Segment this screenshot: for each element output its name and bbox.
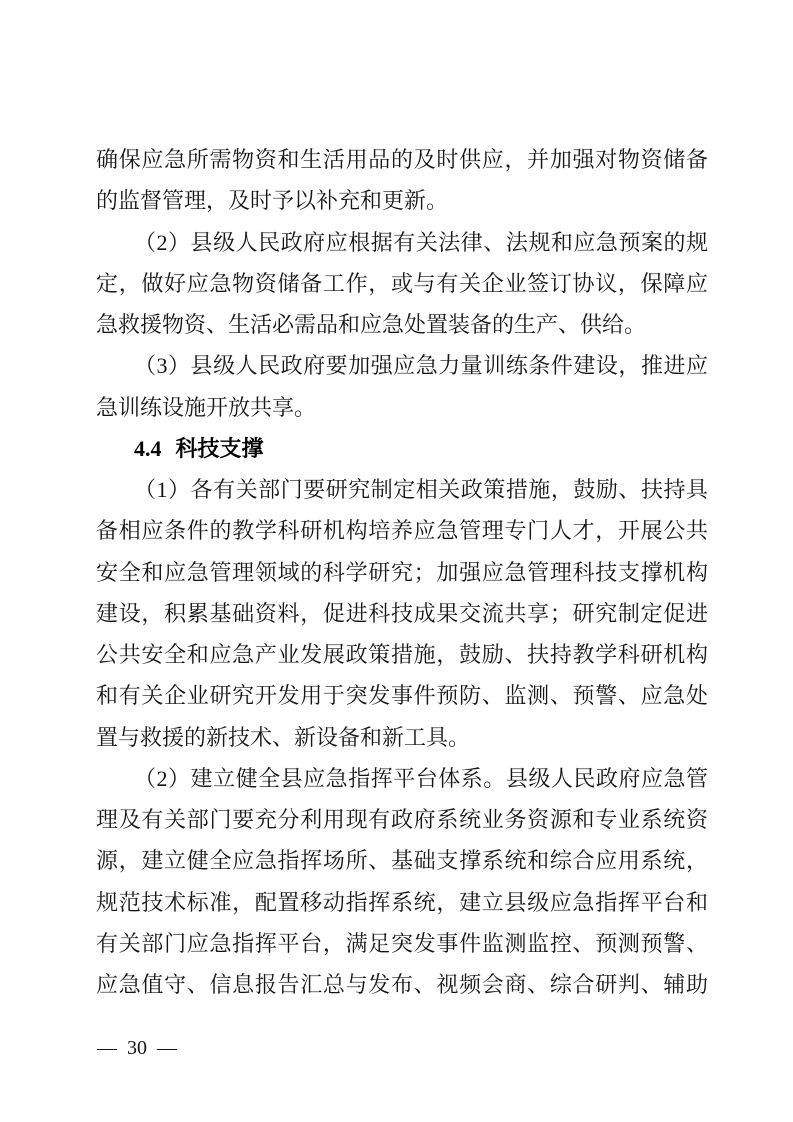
document-text-block <box>96 139 708 1005</box>
text-line: 急训练设施开放共享。 <box>96 394 317 420</box>
text-line: 确保应急所需物资和生活用品的及时供应，并加强对物资储备 <box>96 147 708 172</box>
section-heading <box>96 428 708 469</box>
page-footer <box>97 1036 177 1060</box>
paragraph-continuation <box>96 139 708 222</box>
text-line: 规范技术标准，配置移动指挥系统，建立县级应急指挥平台和 <box>96 889 708 915</box>
text-line: 公共安全和应急产业发展政策措施，鼓励、扶持教学科研机构 <box>96 642 708 667</box>
text-line: （2）建立健全县应急指挥平台体系。县级人民政府应急管 <box>134 765 708 791</box>
section-heading-number: 4.4 <box>134 435 162 461</box>
text-line: 有关部门应急指挥平台，满足突发事件监测监控、预测预警、 <box>96 930 708 956</box>
text-line: 和有关企业研究开发用于突发事件预防、监测、预警、应急处 <box>96 683 708 709</box>
section-heading-title: 科技支撑 <box>175 435 264 461</box>
text-line: 安全和应急管理领域的科学研究；加强应急管理科技支撑机构 <box>96 559 708 585</box>
paragraph-science-2 <box>96 758 708 1006</box>
text-line: 急救援物资、生活必需品和应急处置装备的生产、供给。 <box>96 312 647 337</box>
footer-dash-right: — <box>157 1037 177 1059</box>
text-line: 备相应条件的教学科研机构培养应急管理专门人才，开展公共 <box>96 518 708 544</box>
text-line: 置与救援的新技术、新设备和新工具。 <box>96 724 471 750</box>
page-number: 30 <box>127 1037 147 1059</box>
text-line: 的监督管理，及时予以补充和更新。 <box>96 188 449 214</box>
text-line: 定，做好应急物资储备工作，或与有关企业签订协议，保障应 <box>96 270 708 296</box>
text-line: 应急值守、信息报告汇总与发布、视频会商、综合研判、辅助 <box>96 972 708 997</box>
text-line: 建设，积累基础资料，促进科技成果交流共享；研究制定促进 <box>96 600 708 626</box>
paragraph-item-3 <box>96 345 708 428</box>
text-line: （3）县级人民政府要加强应急力量训练条件建设，推进应 <box>134 353 708 379</box>
text-line: （2）县级人民政府应根据有关法律、法规和应急预案的规 <box>134 229 708 255</box>
text-line: 理及有关部门要充分利用现有政府系统业务资源和专业系统资 <box>96 807 708 832</box>
footer-dash-left: — <box>97 1037 117 1059</box>
paragraph-item-2 <box>96 222 708 346</box>
text-line: 源，建立健全应急指挥场所、基础支撑系统和综合应用系统， <box>96 848 708 874</box>
paragraph-science-1 <box>96 469 708 758</box>
text-line: （1）各有关部门要研究制定相关政策措施，鼓励、扶持具 <box>134 477 708 502</box>
